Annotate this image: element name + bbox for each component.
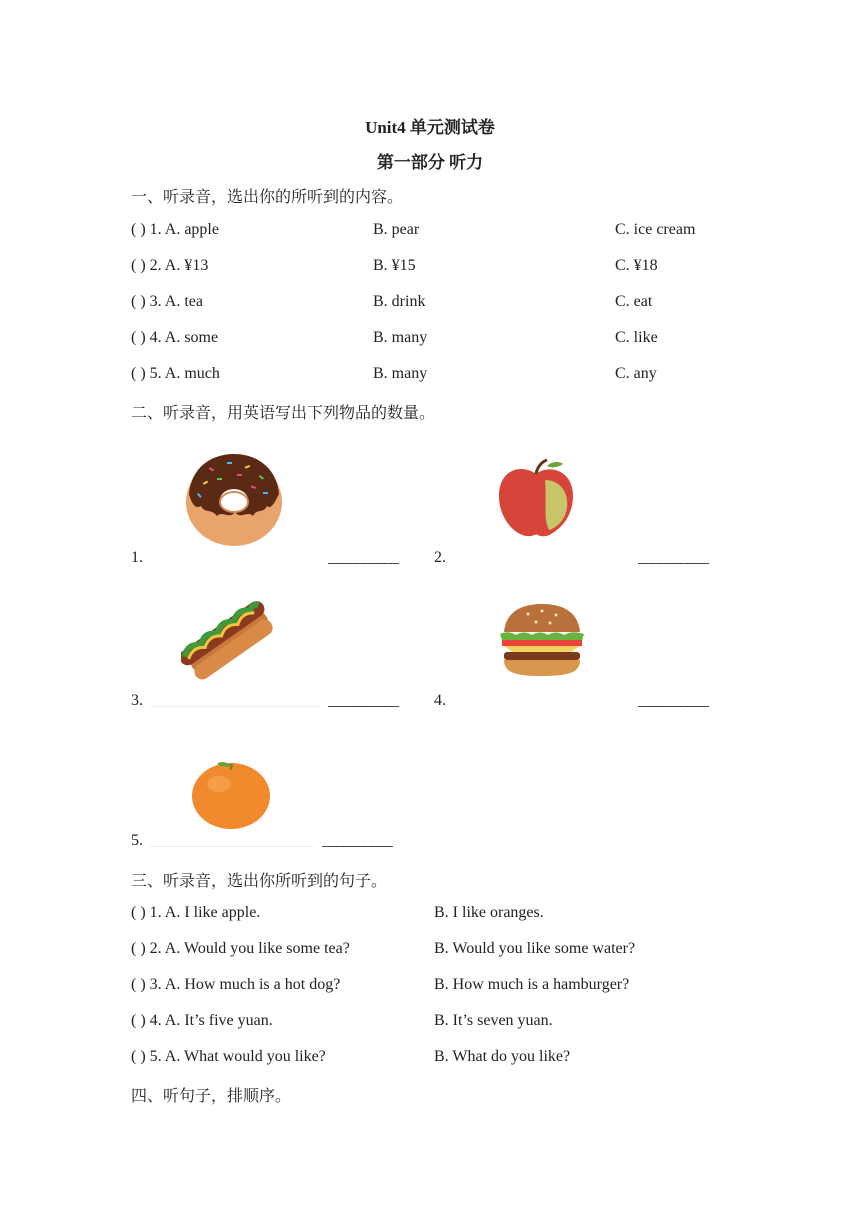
part1-row-4-b: B. many: [373, 329, 428, 346]
part3-row-3: [131, 976, 771, 998]
part3-row-1: [131, 904, 771, 926]
item-4-answer-blank[interactable]: __________: [638, 692, 708, 709]
item-2-answer-blank[interactable]: __________: [638, 549, 708, 566]
part3-row-5-a: ( ) 5. A. What would you like?: [131, 1048, 326, 1065]
item-4-number: 4.: [434, 692, 446, 709]
part4-heading: 四、听句子，排顺序。: [131, 1086, 292, 1105]
part3-row-4-a: ( ) 4. A. It’s five yuan.: [131, 1012, 273, 1029]
part1-row-2: [131, 257, 771, 279]
part3-row-1-b: B. I like oranges.: [434, 904, 544, 921]
part1-row-1: [131, 221, 771, 243]
part3-row-3-a: ( ) 3. A. How much is a hot dog?: [131, 976, 341, 993]
part1-row-5-a: ( ) 5. A. much: [131, 365, 220, 382]
item-3-number: 3.: [131, 692, 143, 709]
page-subtitle: 第一部分 听力: [376, 153, 484, 172]
part3-row-2: [131, 940, 771, 962]
part2-heading: 二、听录音，用英语写出下列物品的数量。: [131, 403, 436, 422]
part1-row-4-c: C. like: [615, 329, 658, 346]
part3-heading: 三、听录音，选出你所听到的句子。: [131, 871, 388, 890]
part3-row-5: [131, 1048, 771, 1070]
apple-icon: [495, 458, 577, 540]
part3-row-4: [131, 1012, 771, 1034]
part3-row-3-b: B. How much is a hamburger?: [434, 976, 630, 993]
part1-row-5: [131, 365, 771, 387]
part1-heading: 一、听录音，选出你的所听到的内容。: [131, 187, 404, 206]
donut-icon: [183, 450, 285, 548]
page-title: Unit4 单元测试卷: [365, 118, 495, 137]
item-3-faint-line: [150, 706, 320, 707]
part1-row-4: [131, 329, 771, 351]
item-3-answer-blank[interactable]: __________: [328, 692, 398, 709]
part3-row-2-b: B. Would you like some water?: [434, 940, 636, 957]
part1-row-5-c: C. any: [615, 365, 657, 382]
part1-row-3-a: ( ) 3. A. tea: [131, 293, 203, 310]
item-1-number: 1.: [131, 549, 143, 566]
part1-row-3: [131, 293, 771, 315]
item-5-faint-line: [150, 846, 314, 847]
part1-row-3-b: B. drink: [373, 293, 426, 310]
item-2-number: 2.: [434, 549, 446, 566]
part1-row-5-b: B. many: [373, 365, 428, 382]
part1-row-4-a: ( ) 4. A. some: [131, 329, 219, 346]
part3-row-1-a: ( ) 1. A. I like apple.: [131, 904, 261, 921]
part3-row-4-b: B. It’s seven yuan.: [434, 1012, 553, 1029]
item-1-answer-blank[interactable]: __________: [328, 549, 398, 566]
item-5-number: 5.: [131, 832, 143, 849]
part1-row-2-b: B. ¥15: [373, 257, 416, 274]
part1-row-1-a: ( ) 1. A. apple: [131, 221, 219, 238]
part3-row-5-b: B. What do you like?: [434, 1048, 571, 1065]
part1-row-3-c: C. eat: [615, 293, 653, 310]
orange-icon: [189, 758, 273, 830]
part1-row-1-c: C. ice cream: [615, 221, 696, 238]
part1-row-1-b: B. pear: [373, 221, 420, 238]
hotdog-icon: [181, 595, 275, 685]
hamburger-icon: [498, 602, 586, 678]
part1-row-2-a: ( ) 2. A. ¥13: [131, 257, 209, 274]
item-5-answer-blank[interactable]: __________: [322, 832, 392, 849]
part1-row-2-c: C. ¥18: [615, 257, 658, 274]
part3-row-2-a: ( ) 2. A. Would you like some tea?: [131, 940, 350, 957]
